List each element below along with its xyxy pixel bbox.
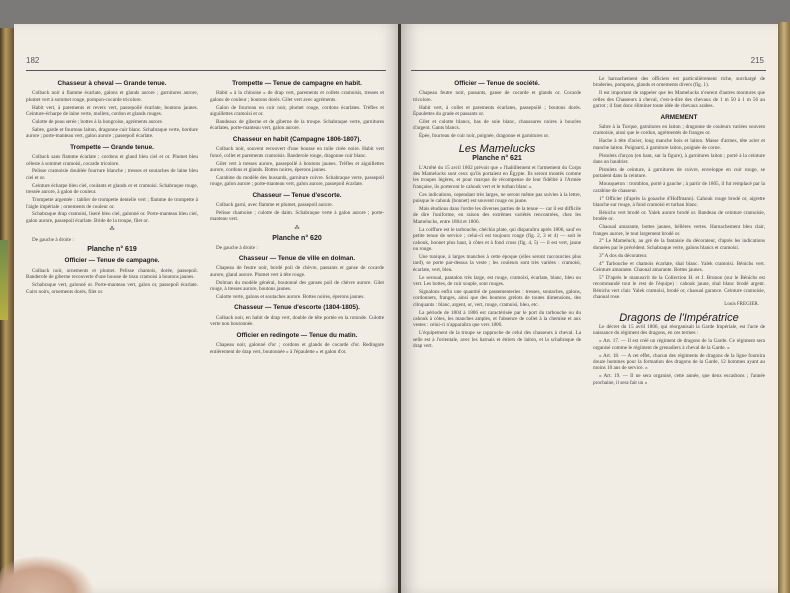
paragraph: Mais étudions dans l'ordre les diverses parties de la tenue — car il est difficile de dire l'uniforme, en raison des extrêmes variétés rencontrées, chez les Mamelucks, entre 1804 et 1806. [413, 206, 581, 225]
section-heading: Chasseur à cheval — Grande tenue. [57, 80, 167, 87]
section-heading: Officier en redingote — Tenue du matin. [236, 331, 358, 339]
paragraph: Bénichs vert brodé or. Yalek aurore brodé or. Bandeau de ceinture cramoisie, brodée or. [593, 209, 765, 223]
paragraph: De gauche à droite : [216, 244, 258, 251]
paragraph: Colback noir, en habit de drap vert, double de tête portée en la rotonde. Culotte verte non boutonnée. [210, 314, 384, 328]
plate-caption: Planche n° 620 [272, 235, 322, 243]
paragraph: Sabre, garde et fourreau laiton, dragonne cuir blanc. Schabraque verte, bordure aurore ; porte-manteau vert, galon aurore ; passepoil écarlate. [26, 126, 198, 140]
right-page-number: 215 [750, 56, 764, 65]
paragraph: Habit vert, à collet et parements écarlates, passepoilé ; boutons dorés. Épaulettes du grade et passants or. [413, 104, 581, 118]
paragraph: Colback noir à flamme écarlate, galons et glands aurore ; garnitures aurore, plumet vert à sommet rouge, pompon-cocarde tricolore. [26, 90, 198, 103]
book-cover-detail [0, 240, 8, 320]
paragraph: Trompette argentée : tablier de trompette dentelle vert ; flamme de trompette à l'aigle impériale ; ornements de couleur or. [26, 197, 198, 210]
paragraph: Pelisse cramoisie doublée fourrure blanche ; tresses et soutaches de laine bleu ciel et or. [26, 168, 198, 181]
paragraph: « Art. 19. — Il ne sera organisé, cette année, que deux escadrons ; l'année prochaine, il sera fait un » [593, 373, 765, 386]
paragraph: La coiffure est le tarbouche, chéchia plate, qui disparaîtra après 1806, sauf en petite tenue de service ; celui-ci est toujours rouge (fig. 2, 3 et 4) — soit le cahouk, bonnet plus haut, à côtes et à fond cross (fig. 4, 5) — il est vert, jaune ou rouge. [413, 226, 581, 252]
paragraph: Une tunique, à larges manches à cette époque (elles seront raccourcies plus tard), se porte par-dessus la veste ; les couleurs sont très variées : cramoisi, écarlate, vert, bleu. [413, 253, 581, 273]
section-heading: Officier — Tenue de campagne. [64, 257, 160, 265]
paragraph: Ceinture écharpe bleu ciel, coulants et glands or et cramoisi. Schabraque rouge, tressée aurore, à galon de couleur. [26, 182, 198, 196]
paragraph: L'équipement de la troupe se rapproche de celui des chasseurs à cheval. La selle est à l'orientale, avec les harnais et étriers de laiton, et la schabraque de drap vert. [413, 330, 581, 350]
left-column-2 [210, 76, 384, 581]
paragraph: Épée, fourreau de cuir noir, poignée, dragonne et garnitures or. [419, 133, 550, 140]
section-heading: Trompette — Grande tenue. [70, 143, 154, 151]
paragraph: Mousqueton : tromblon, porté à gauche ; à partir de 1805, il fut remplacé par la carabine de chasseur. [593, 181, 765, 194]
section-heading: Chasseur en habit (Campagne 1806-1807). [232, 135, 362, 143]
paragraph: Colback garni, avec flamme et plumet, passepoil aurore. [216, 202, 333, 209]
paragraph: Dolman du modèle général, boutonné des ganses poil de chèvre aurore. Gilet rouge, à tresses aurore, boutons jaunes. [210, 279, 384, 293]
paragraph: Gilet et culotte blancs, bas de soie blanc, chaussures noires à boucles d'argent. Gants blancs. [413, 119, 581, 132]
plate-caption: Planche n° 621 [472, 155, 522, 163]
paragraph: 2° Le Mameluck, au gré de la fantaisie du décorateur, d'après les indications données par le précédent. Schabraque verte, galons blancs et cramoisi. [593, 238, 765, 251]
hand-holding-book [0, 555, 95, 593]
paragraph: 1° Officier (d'après la gouache d'Hoffmann). Cahouk rouge brodé or, aigrette blanche sur rouge, à fond cramoisi et turban blanc. [593, 195, 765, 208]
left-column-1 [26, 76, 198, 581]
paragraph: Hache à tête d'acier, long manche bois et laiton. Masse d'armes, tête acier et manche laiton. Poignard, à garniture laiton, poignée de corne. [593, 138, 765, 151]
paragraph: Colback noir, ornements et plumet. Pelisse chamois, dorée, passepoil. Banderole de giberne recouverte d'une housse de tissu cramoisi à boutons jaunes. [26, 267, 198, 281]
right-header-rule [411, 70, 766, 71]
section-heading: Officier — Tenue de société. [454, 80, 540, 87]
book-cover-right-edge [778, 22, 790, 593]
paragraph: Signalons enfin une quantité de passementeries : tresses, soutaches, galons, cordonnets, franges, ainsi que des boutons grelots de toutes dimensions, des clinquants : blanc, argent, or, vert, rouge, cramoisi, bleu, etc. [413, 288, 581, 308]
right-page [401, 24, 778, 593]
subheading: ARMEMENT [660, 113, 698, 121]
paragraph: Gilet vert à tresses aurore, passepoilé à boutons jaunes. Trèfles et aiguillettes aurore, cordons et glands. Bottes noires, éperons jaunes. [210, 160, 384, 173]
paragraph: Le harnachement des officiers est particulièrement riche, surchargé de broderies, pompons, glands et ornements divers (fig. 1). [593, 76, 765, 89]
paragraph: Culotte de peau serée ; bottes à la hongroise, agréments aurore. [32, 119, 164, 126]
paragraph: Colback noir, souvent recouvert d'une housse en toile cirée noire. Habit vert foncé, collet et parements cramoisis. Banderole rouge, dragonne cuir blanc. [210, 146, 384, 159]
paragraph: Sabre à la Turque, garnitures en laiton ; dragonne de couleurs variées souvent cramoisie, ainsi que le cordon, agrémentés de franges or. [593, 123, 765, 137]
separator-stars: ⁂ [109, 227, 115, 233]
paragraph: Schabraque vert, galonné or. Porte-manteau vert, galon or, passepoil écarlate. Cuirs noirs, ornements dorés, filet or. [26, 282, 198, 295]
section-heading: Chasseur — Tenue d'escorte. [252, 191, 342, 199]
separator-stars: ⁂ [294, 225, 300, 231]
paragraph: Pistolets d'arçon (en haut, sur la figure), à garnitures laiton ; porté à la ceinture dans un baudrier. [593, 152, 765, 165]
paragraph: Habit vert, à parements et revers vert, passepoilé écarlate, boutons jaunes. Ceinture-écharpe de laine verte, mollets, cordon et glands rouges. [26, 104, 198, 118]
paragraph: De gauche à droite : [32, 236, 74, 243]
paragraph: Chaoual amarante, bottes jaunes, bélières vertes. Harnachement bleu clair, franges aurore, le tout largement brodé or. [593, 224, 765, 237]
chapter-title: Dragons de l'Impératrice [619, 311, 739, 324]
chapter-title: Les Mamelucks [458, 142, 536, 155]
paragraph: Le seroual, pantalon très large, est rouge, cramoisi, écarlate, blanc, bleu ou vert. Les bottes, de cuir souple, sont rouges. [413, 274, 581, 287]
paragraph: 5° D'après le manuscrit de la Collection H. et J. Brunon (sur le Bénichs est recommandé tout le rest de l'équipe) : cahouk jaune, shal blanc brodé argent. Bénichs vert clair. Yalek cramoisi, brodé or, chaoual garance. Ceinture cramoisie, chaoual rose. [593, 274, 765, 301]
paragraph: Colback sans flamme écarlate ; cordons et gland bleu ciel et or. Plumet bleu céleste à sommet cramoisi, cocarde tricolore. [26, 154, 198, 167]
paragraph: Le décret du 15 avril 1806, qui réorganisait la Garde Impériale, est l'acte de naissance du régiment des dragons, en ces termes : [593, 323, 765, 337]
section-heading: Chasseur — Tenue de ville en dolman. [238, 255, 356, 263]
section-heading: Trompette — Tenue de campagne en habit. [232, 80, 362, 87]
plate-caption: Planche n° 619 [87, 246, 137, 254]
paragraph: Chapeau de feutre noir, bordé poil de chèvre, passants et ganse de cocarde aurore, gland aurore. Plumet vert à tête rouge. [210, 265, 384, 278]
paragraph: Il est important de rappeler que les Mamelucks n'eurent d'autres montures que celles des Chasseurs à cheval, c'est-à-dire des chevaux de 1 m 50 à 1 m 56 au garrot ; il faut donc éliminer toute idée de chevaux arabes. [593, 90, 765, 110]
paragraph: Chapeau noir, galonné d'or ; cordons et glands de cocarde d'or. Redingote entièrement de drap vert, boutonnée « à l'épaulette » et galon d'or. [210, 342, 384, 355]
paragraph: Carabine du modèle des hussards, garniture cuivre. Schabraque verte, passepoil rouge, galon aurore ; porte-manteau vert, galon aurore, passepoil écarlate. [210, 174, 384, 188]
paragraph: 3° A dos du décorateur. [599, 252, 648, 259]
paragraph: Pelisse chamoise ; culotte de daim. Schabraque verte à galon aurore ; porte-manteau vert. [210, 210, 384, 223]
section-heading: Chasseur — Tenue d'escorte (1804-1805). [234, 304, 360, 312]
left-page [14, 24, 400, 593]
paragraph: « Art. 18. — A cet effet, chacun des régiments de dragons de la ligne fournira douze hommes pour la formation des dragons de la Garde, 12 hommes ayant au moins 10 ans de service. » [593, 352, 765, 372]
paragraph: Chapeau feutre noir, passants, ganse de cocarde et glands or. Cocarde tricolore. [413, 90, 581, 103]
paragraph: L'Arrêté du 15 avril 1802 prévoit que « l'habillement et l'armement du Corps des Mamelucks sont ceux qu'ils portaient en Égypte. Ils seront montés comme les troupes légères, et pour marque de récompense de leur fidélité à l'Armée française, ils porteront le cahouk vert et le turban blanc ». [413, 164, 581, 190]
paragraph: Ces indications, cependant très larges, ne seront même pas suivies à la lettre, puisque le cahouk (bonnet) est souvent rouge ou jaune. [413, 191, 581, 205]
author-signature: Louis FREGIER. [724, 302, 759, 308]
right-column-2 [593, 76, 765, 588]
paragraph: Pistolets de ceinture, à garnitures de cuivre, enveloppe en cuir rouge, se portaient dans la ceinture. [593, 166, 765, 180]
right-column-1 [413, 76, 581, 588]
paragraph: La période de 1804 à 1806 est caractérisée par le port du tarbouche ou du cahouk à côtes, les manches amples, et l'absence de collet à la chemise et aux vestes : celui-ci n'apparaîtra que vers 1806. [413, 309, 581, 329]
paragraph: Galon de fourreau en cuir noir, plumet rouge, cordons écarlates. Trèfles et aiguillettes cramoisi et or. [210, 104, 384, 118]
left-header-rule [26, 70, 386, 71]
left-page-number: 182 [26, 56, 40, 65]
paragraph: 4° Tarbouche et chamois écarlate, shal blanc. Yalek cramoisi. Bénichs vert. Ceinture amarante. Chaoual amarante. Bottes jaunes. [593, 260, 765, 274]
paragraph: Habit « à la chinoise » de drap vert, parements et collets cramoisis, tresses et galons de couleur ; boutons dorés. Gilet vert avec agréments. [210, 90, 384, 103]
paragraph: « Art. 17. — Il est créé un régiment de dragons de la Garde. Ce régiment sera organisé comme le régiment de grenadiers à cheval de la Garde. » [593, 338, 765, 351]
paragraph: Schabraque drap cramoisi, liseré bleu ciel, galonné or. Porte-manteau bleu ciel, galon aurore, passepoil écarlate. Bride de la troupe, filet or. [26, 211, 198, 224]
paragraph: Bandeaux de giberne et de giberne de la troupe. Schabraque verte, garnitures écarlates, porte-manteau vert, galon aurore. [210, 119, 384, 132]
paragraph: Culotte verte, galons et soutaches aurore. Bottes noires, éperons jaunes. [216, 294, 365, 301]
